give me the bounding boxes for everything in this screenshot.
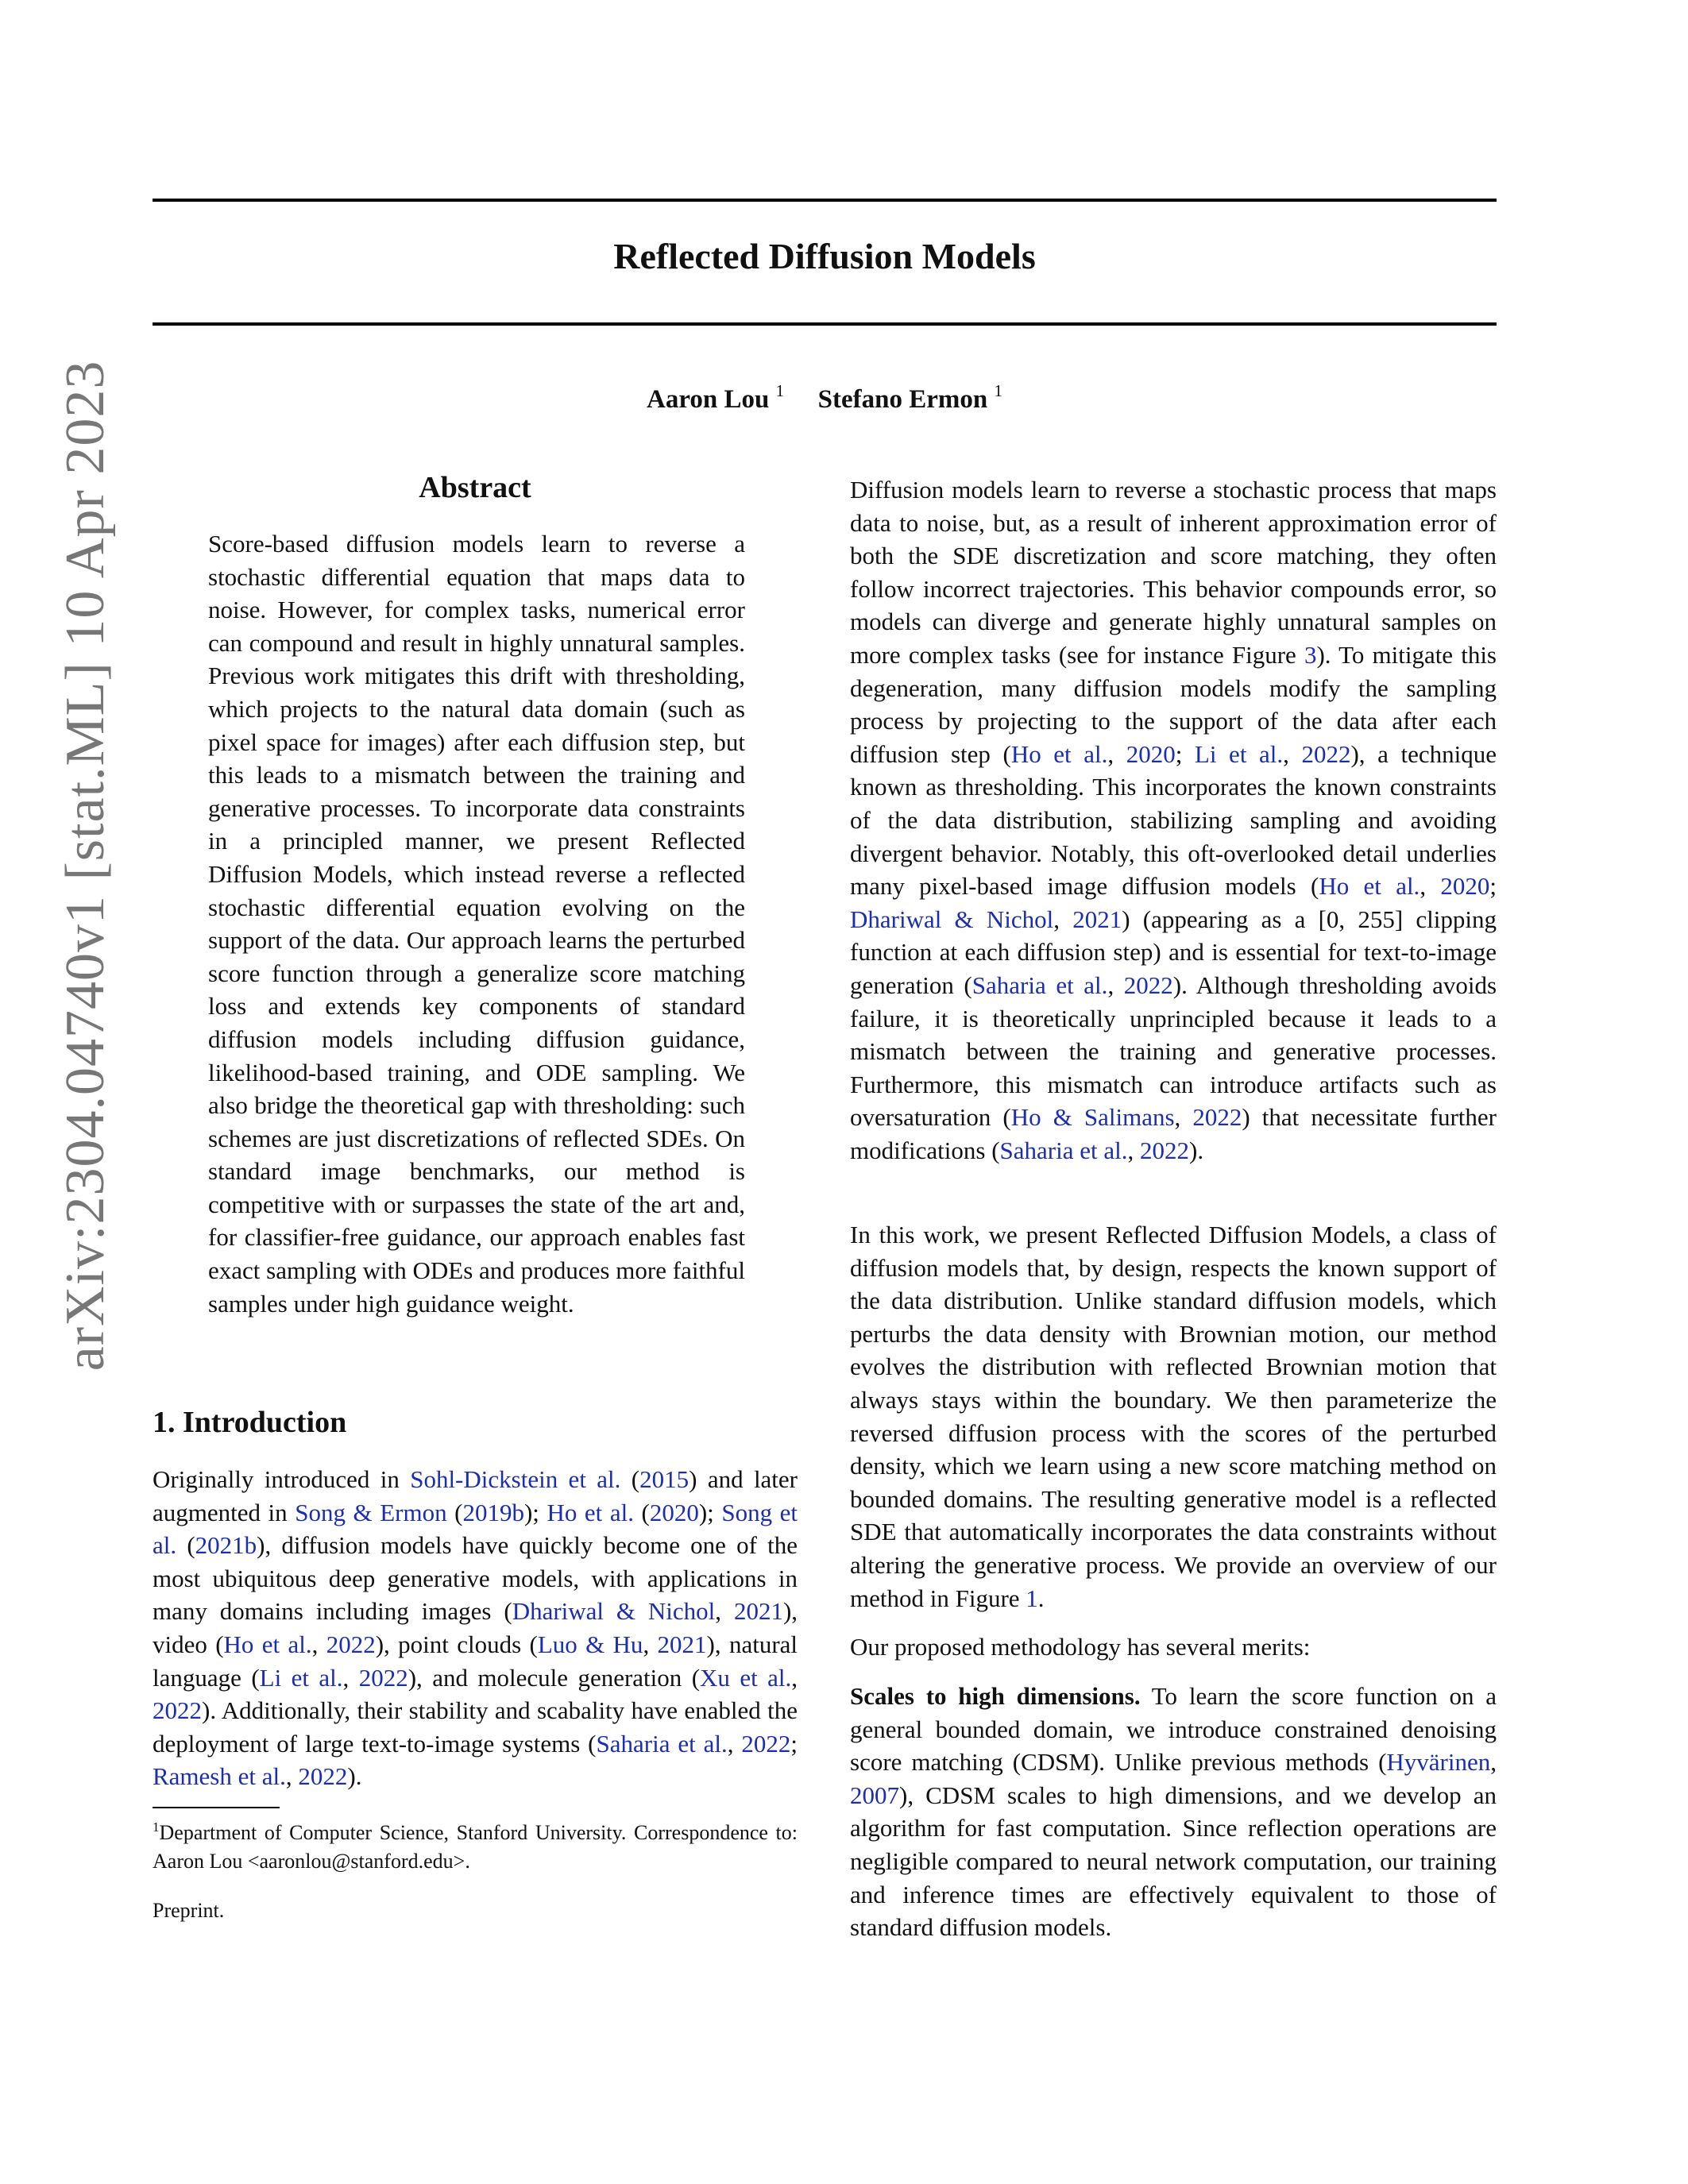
footnote <box>153 1813 798 1876</box>
citation-link[interactable]: 2021 <box>1072 905 1122 933</box>
intro-paragraph-5: Scales to high dimensions. To learn the score function on a general bounded domain, we introduce constrained denoising score matching (CDSM). Unlike previous methods (Hyvärinen, 2007), CDSM scales to high dimensions, and we develop an algorithm for fast computation. Since reflection operations are negligible compared to neural network computation, our training and inference times are effectively equivalent to those of standard diffusion models. <box>850 1682 1497 1942</box>
citation-link[interactable]: 2022 <box>153 1696 202 1725</box>
citation-link[interactable]: Ho & Salimans <box>1010 1103 1175 1132</box>
citation-link[interactable]: 2022 <box>1140 1136 1189 1164</box>
citation-link[interactable]: Ho et al. <box>547 1498 634 1526</box>
citation-link[interactable]: 2022 <box>1301 739 1351 768</box>
citation-link[interactable]: Xu et al. <box>700 1663 792 1692</box>
author-name: Aaron Lou <box>647 385 770 414</box>
author-affil: 1 <box>775 381 785 400</box>
citation-link[interactable]: 2020 <box>1440 872 1490 901</box>
author-list <box>153 383 1497 413</box>
citation-link[interactable]: Ramesh et al. <box>153 1762 286 1791</box>
citation-link[interactable]: 2021b <box>195 1531 257 1560</box>
citation-link[interactable]: 2021 <box>733 1597 783 1626</box>
citation-link[interactable]: Saharia et al. <box>596 1729 728 1758</box>
preprint-label: Preprint. <box>153 1899 225 1922</box>
citation-link[interactable]: 2015 <box>639 1465 689 1493</box>
footnote-marker: 1 <box>153 1819 160 1835</box>
citation-link[interactable]: 2019b <box>462 1498 524 1526</box>
footnote-rule <box>153 1807 280 1808</box>
citation-link[interactable]: Sohl-Dickstein et al. <box>410 1465 621 1493</box>
citation-link[interactable]: Luo & Hu <box>537 1630 643 1658</box>
citation-link[interactable]: Li et al. <box>259 1663 343 1692</box>
citation-link[interactable]: Saharia et al. <box>971 970 1108 999</box>
section-heading-introduction: 1. Introduction <box>153 1406 347 1439</box>
citation-link[interactable]: Dhariwal & Nichol <box>850 905 1054 933</box>
citation-link[interactable]: 2022 <box>298 1762 348 1791</box>
arxiv-stamp: arXiv:2304.04740v1 [stat.ML] 10 Apr 2023 <box>55 360 116 1372</box>
figure-ref-link[interactable]: 3 <box>1304 640 1317 669</box>
citation-link[interactable]: Song et al. <box>153 1498 798 1560</box>
citation-link[interactable]: Song & Ermon <box>295 1498 447 1526</box>
title-bottom-rule <box>153 322 1497 326</box>
citation-link[interactable]: Ho et al. <box>1319 872 1420 901</box>
author-affil: 1 <box>994 381 1002 400</box>
intro-paragraph-4: Our proposed methodology has several merits: <box>850 1633 1311 1661</box>
citation-link[interactable]: 2022 <box>1192 1103 1242 1132</box>
citation-link[interactable]: 2022 <box>326 1630 376 1658</box>
paragraph-lead: Scales to high dimensions. <box>850 1682 1141 1710</box>
author-name: Stefano Ermon <box>817 385 988 414</box>
citation-link[interactable]: Saharia et al. <box>999 1136 1128 1164</box>
citation-link[interactable]: Li et al. <box>1194 739 1284 768</box>
citation-link[interactable]: 2007 <box>850 1781 899 1809</box>
intro-paragraph-1: Originally introduced in Sohl-Dickstein et al. (2015) and later augmented in Song & Ermon (2019b); Ho et al. (2020); Song et al. (2021b), diffusion models have quickly become one of the most ubiquitous deep generative models, with applications in many domains including images (Dhariwal & Nichol, 2021), video (Ho et al., 2022), point clouds (Luo & Hu, 2021), natural language (Li et al., 2022), and molecule generation (Xu et al., 2022). Additionally, their stability and scabality have enabled the deployment of large text-to-image systems (Saharia et al., 2022; Ramesh et al., 2022). <box>153 1465 798 1791</box>
citation-link[interactable]: Ho et al. <box>1010 739 1108 768</box>
citation-link[interactable]: 2020 <box>649 1498 699 1526</box>
intro-paragraph-3: In this work, we present Reflected Diffusion Models, a class of diffusion models that, by design, respects the known support of the data distribution. Unlike standard diffusion models, which perturbs the data density with Brownian motion, our method evolves the distribution with reflected Brownian motion that always stays within the boundary. We then parameterize the reversed diffusion process with the scores of the perturbed density, which we learn using a new score matching method on bounded domains. The resulting generative model is a reflected SDE that automatically incorporates the data constraints without altering the generative process. We provide an overview of our method in Figure 1. <box>850 1221 1497 1612</box>
citation-link[interactable]: 2021 <box>657 1630 707 1658</box>
citation-link[interactable]: Dhariwal & Nichol <box>512 1597 716 1626</box>
abstract-text: Score-based diffusion models learn to reverse a stochastic differential equation that maps data to noise. However, for complex tasks, numerical error can compound and result in highly unnatural samples. Previous work mitigates this drift with thresholding, which projects to the natural data domain (such as pixel space for images) after each diffusion step, but this leads to a mismatch between the training and generative processes. To incorporate data constraints in a principled manner, we present Reflected Diffusion Models, which instead reverse a reflected stochastic differential equation evolving on the support of the data. Our approach learns the perturbed score function through a generalize score matching loss and extends key components of standard diffusion models including diffusion guidance, likelihood-based training, and ODE sampling. We also bridge the theoretical gap with thresholding: such schemes are just discretizations of reflected SDEs. On standard image benchmarks, our method is competitive with or surpasses the state of the art and, for classifier-free guidance, our approach enables fast exact sampling with ODEs and produces more faithful samples under high guidance weight. <box>208 530 745 1318</box>
citation-link[interactable]: 2022 <box>1123 970 1173 999</box>
citation-link[interactable]: Ho et al. <box>223 1630 312 1658</box>
footnote-text: Department of Computer Science, Stanford University. Correspondence to: Aaron Lou <aaronlou@stanford.edu>. <box>153 1821 798 1873</box>
title-top-rule <box>153 199 1497 202</box>
figure-ref-link[interactable]: 1 <box>1026 1584 1038 1612</box>
paper-title: Reflected Diffusion Models <box>613 236 1036 276</box>
citation-link[interactable]: 2020 <box>1126 739 1176 768</box>
citation-link[interactable]: 2022 <box>741 1729 791 1758</box>
citation-link[interactable]: Hyvärinen <box>1386 1748 1491 1777</box>
citation-link[interactable]: 2022 <box>358 1663 408 1692</box>
abstract-heading: Abstract <box>419 471 531 504</box>
intro-paragraph-2: Diffusion models learn to reverse a stochastic process that maps data to noise, but, as a result of inherent approximation error of both the SDE discretization and score matching, they often follow incorrect trajectories. This behavior compounds error, so models can diverge and generate highly unnatural samples on more complex tasks (see for instance Figure 3). To mitigate this degeneration, many diffusion models modify the sampling process by projecting to the support of the data after each diffusion step (Ho et al., 2020; Li et al., 2022), a technique known as thresholding. This incorporates the known constraints of the data distribution, stabilizing sampling and avoiding divergent behavior. Notably, this oft-overlooked detail underlies many pixel-based image diffusion models (Ho et al., 2020; Dhariwal & Nichol, 2021) (appearing as a [0, 255] clipping function at each diffusion step) and is essential for text-to-image generation (Saharia et al., 2022). Although thresholding avoids failure, it is theoretically unprincipled because it leads to a mismatch between the training and generative processes. Furthermore, this mismatch can introduce artifacts such as oversaturation (Ho & Salimans, 2022) that necessitate further modifications (Saharia et al., 2022). <box>850 476 1497 1164</box>
